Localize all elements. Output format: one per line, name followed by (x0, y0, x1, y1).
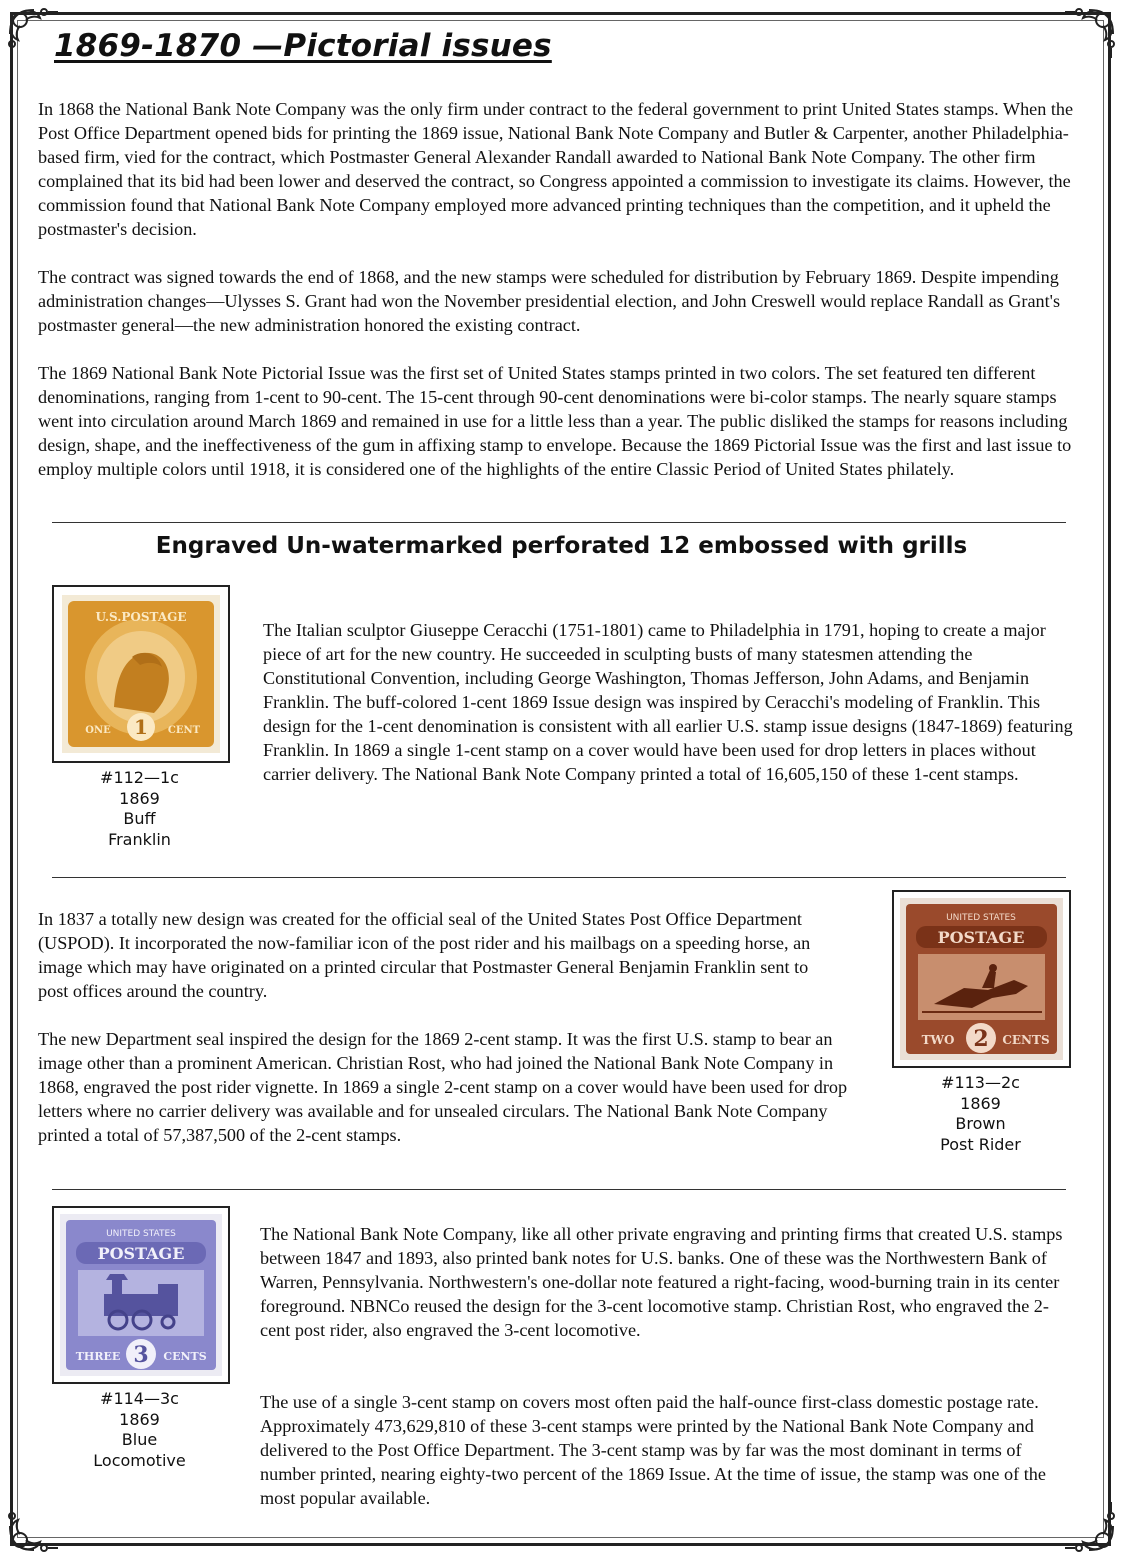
stamp-top-text: POSTAGE (97, 1244, 185, 1263)
issue-year: 1869 (119, 1409, 160, 1429)
intro-paragraph-3: The 1869 National Bank Note Pictorial Issue was the first set of United States stamps printed in two colors. The set featured ten different denominations, ranging from 1-cent to 90-cent. The 15-cent through 90-cent denominations were bi-color stamps. The nearly square stamps went into circulation around March 1869 and remained in use for a little less than a year. The public disliked the stamps for reasons including design, shape, and the ineffectiveness of the gum in affixing stamp to envelope. Because the 1869 Pictorial Issue was the first and last issue to employ multiple colors until 1918, it is considered one of the highlights of the entire Classic Period of United States philately. (38, 363, 1072, 479)
section-heading: Engraved Un-watermarked perforated 12 embossed with grills (155, 533, 968, 559)
stamp-caption-post-rider (893, 1073, 1068, 1155)
stamp-color: Buff (123, 809, 156, 828)
stamp-description-franklin: The Italian sculptor Giuseppe Ceracchi (1751-1801) came to Philadelphia in 1791, hoping to create a major piece of art for the new country. He succeeded in sculpting busts of many statesmen attending the Constitutional Convention, including George Washington, Thomas Jefferson, John Adams, and Benjamin Franklin. The buff-colored 1-cent 1869 Issue design was inspired by Ceracchi's modeling of Franklin. This design for the 1-cent denomination is consistent with all earlier U.S. stamp issue designs (1847-1869) featuring Franklin. In 1869 a single 1-cent stamp on a cover would have been used for drop letters in places without carrier delivery. The National Bank Note Company printed a total of 16,605,150 of these 1-cent stamps. (263, 620, 1073, 784)
stamp-image-post-rider (892, 890, 1071, 1068)
section-divider (52, 522, 1066, 523)
page-title: 1869-1870 —Pictorial issues (54, 28, 552, 64)
stamp-description-post-rider-2: The new Department seal inspired the design for the 1869 2-cent stamp. It was the first U.S. stamp to bear an image other than a prominent American. Christian Rost, who had joined the National Bank Note Company in 1868, engraved the post rider vignette. In 1869 a single 2-cent stamp on a cover would have been used for drop letters where no carrier delivery was available and for unsealed circulars. The National Bank Note Company printed a total of 57,387,500 of the 2-cent stamps. (38, 1029, 848, 1145)
issue-year: 1869 (960, 1093, 1001, 1113)
stamp-top-small: UNITED STATES (946, 913, 1016, 923)
stamp-caption-franklin (52, 768, 227, 850)
stamp-subject: Post Rider (940, 1134, 1021, 1154)
stamp-bottom-right: CENTS (163, 1350, 207, 1363)
stamp-top-text: U.S.POSTAGE (95, 610, 187, 624)
stamp-bottom-left: THREE (75, 1350, 121, 1363)
stamp-value: 2 (973, 1026, 989, 1052)
stamp-bottom-left: TWO (921, 1033, 955, 1047)
stamp-bottom-right: CENTS (1002, 1033, 1050, 1047)
catalog-number: #113—2c (941, 1073, 1020, 1092)
stamp-description-locomotive-2: The use of a single 3-cent stamp on covers most often paid the half-ounce first-class domestic postage rate. Approximately 473,629,810 of these 3-cent stamps were printed by the National Bank Note Company and delivered to the Post Office Department. The 3-cent stamp was by far was the most dominant in terms of number printed, nearing eighty-two percent of the 1869 Issue. At the time of issue, the stamp was one of the most popular available. (260, 1392, 1046, 1508)
stamp-caption-locomotive (52, 1389, 227, 1471)
stamp-subject: Locomotive (93, 1450, 186, 1470)
stamp-value: 1 (134, 715, 148, 739)
section-divider (52, 877, 1066, 878)
catalog-number: #114—3c (100, 1389, 179, 1408)
stamp-description-post-rider-1: In 1837 a totally new design was created for the official seal of the United States Post Office Department (USPOD). It incorporated the now-familiar icon of the post rider and his mailbags on a speeding horse, an image which may have originated on a printed circular that Postmaster General Benjamin Franklin sent to post offices around the country. (38, 909, 811, 1001)
stamp-color: Brown (955, 1114, 1006, 1133)
issue-year: 1869 (119, 788, 160, 808)
stamp-image-locomotive (52, 1206, 230, 1384)
stamp-top-text: POSTAGE (937, 928, 1025, 947)
section-divider (52, 1189, 1066, 1190)
corner-ornament-icon (1061, 4, 1119, 62)
stamp-bottom-left: ONE (85, 725, 111, 736)
corner-ornament-icon (4, 1498, 62, 1556)
stamp-image-franklin (52, 585, 230, 763)
catalog-number: #112—1c (100, 768, 179, 787)
stamp-color: Blue (121, 1430, 158, 1449)
stamp-bottom-right: CENT (167, 725, 201, 736)
intro-paragraph-1: In 1868 the National Bank Note Company was the only firm under contract to the federal government to print United States stamps. When the Post Office Department opened bids for printing the 1869 issue, National Bank Note Company and Butler & Carpenter, another Philadelphia-based firm, vied for the contract, which Postmaster General Alexander Randall awarded to National Bank Note Company. The other firm complained that its bid had been lower and deserved the contract, so Congress appointed a commission to investigate its claims. However, the commission found that National Bank Note Company employed more advanced printing techniques than the competition, and it upheld the postmaster's decision. (38, 99, 1074, 239)
stamp-value: 3 (133, 1342, 149, 1368)
stamp-subject: Franklin (108, 829, 171, 849)
stamp-top-small: UNITED STATES (106, 1229, 176, 1239)
intro-paragraph-2: The contract was signed towards the end of 1868, and the new stamps were scheduled for distribution by February 1869. Despite impending administration changes—Ulysses S. Grant had won the November presidential election, and John Creswell would replace Randall as Grant's postmaster general—the new administration honored the existing contract. (38, 267, 1061, 335)
stamp-description-locomotive-1: The National Bank Note Company, like all other private engraving and printing firms that created U.S. stamps between 1847 and 1893, also printed bank notes for U.S. banks. One of these was the Northwestern Bank of Warren, Pennsylvania. Northwestern's one-dollar note featured a right-facing, wood-burning train in its center foreground. NBNCo reused the design for the 3-cent locomotive stamp. Christian Rost, who engraved the 2-cent post rider, also engraved the 3-cent locomotive. (260, 1224, 1063, 1340)
